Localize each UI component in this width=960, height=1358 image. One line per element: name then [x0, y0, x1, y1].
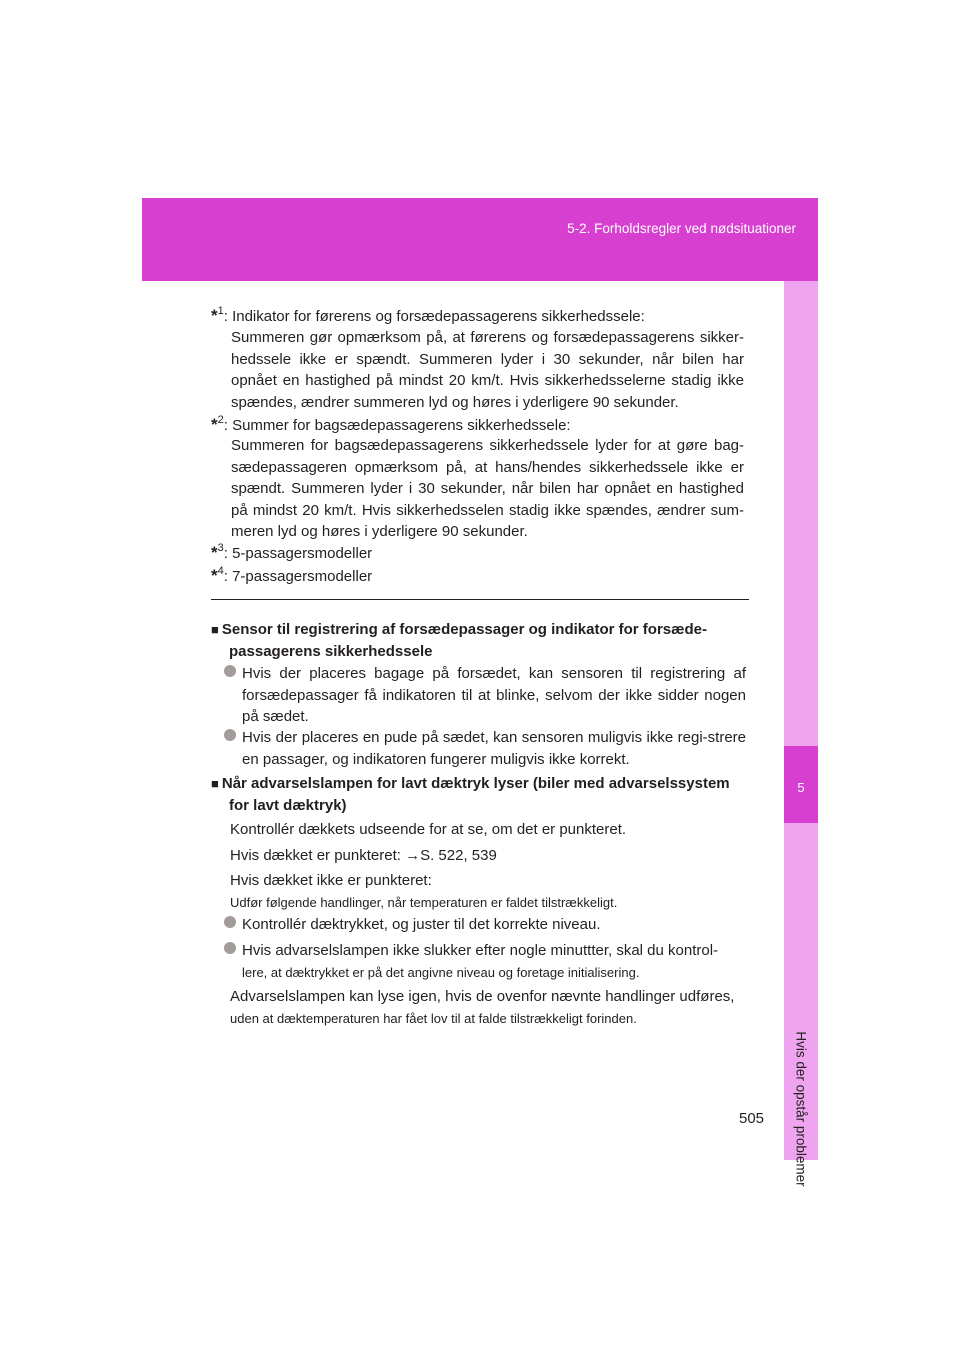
footnote-number: 1	[217, 305, 224, 317]
section-1-title-line-2: passagerens sikkerhedssele	[229, 642, 433, 660]
chapter-label: Hvis der opstår problemer	[793, 1031, 809, 1187]
bullet-text: Kontrollér dæktrykket, og juster til det korrekte niveau.	[242, 916, 601, 933]
footnote-number: 4	[217, 565, 224, 577]
footnote-number: 2	[217, 414, 224, 426]
footnote-star: *	[211, 306, 218, 325]
bullet-dot-icon	[224, 729, 236, 741]
section-2-title-line-2: for lavt dæktryk)	[229, 796, 347, 814]
section-2-title-line-1: Når advarselslampen for lavt dæktryk lyser (biler med advarselssystem	[221, 775, 730, 792]
bullet-text	[242, 940, 746, 983]
section-2-paragraph-2: Hvis dækket er punkteret: →S. 522, 539	[230, 847, 497, 864]
footnote-1-body: Summeren gør opmærksom på, at førerens og forsædepassagerens sikker-hedssele ikke er spændt. Summeren lyder i 30 sekunder, når bilen har opnået en hastighed på mindst 20 km/t. Hvis sikkerhedsselerne stadig ikke spændes, ændrer summeren lyd og høres i yderligere 90 sekunder.	[231, 329, 744, 411]
footnote-star: *	[211, 566, 218, 585]
square-bullet-icon: ■	[211, 776, 219, 791]
section-divider	[211, 599, 749, 600]
footnote-star: *	[211, 543, 218, 562]
footnote-title: : 7-passagersmodeller	[223, 568, 373, 585]
section-2-bullet-2	[224, 940, 746, 983]
bullet-2-line-1: Hvis advarselslampen ikke slukker efter nogle minuttter, skal du kontrol-	[242, 942, 719, 959]
section-2-paragraph-4	[230, 986, 746, 1029]
section-2-paragraph-1: Kontrollér dækkets udseende for at se, om det er punkteret.	[230, 821, 627, 838]
section-2-paragraph-3	[230, 870, 746, 913]
section-2-title	[211, 773, 746, 816]
section-1-bullet-1	[224, 663, 746, 728]
bullet-text: Hvis der placeres bagage på forsædet, kan sensoren til registrering af forsædepassager få indikatoren til at blinke, selvom der ikke sidder nogen på sædet.	[242, 665, 746, 725]
footnote-2-body: Summeren for bagsædepassagerens sikkerhedssele lyder for at gøre bag-sædepassageren opmærksom på, at hans/hendes sikkerhedssele ikke er spændt. Summeren lyder i 30 sekunder, når bilen har opnået en hastighed på mindst 20 km/t. Hvis sikkerhedsselen stadig ikke spændes, ændrer sum-meren lyd og høres i yderligere 90 sekunder.	[231, 437, 744, 540]
paragraph-3-line-1: Hvis dækket ikke er punkteret:	[230, 872, 432, 889]
bullet-dot-icon	[224, 665, 236, 677]
section-1-title-line-1: Sensor til registrering af forsædepassager og indikator for forsæde-	[221, 621, 707, 638]
section-title: 5-2. Forholdsregler ved nødsituationer	[567, 221, 796, 236]
paragraph-3-line-2: Udfør følgende handlinger, når temperaturen er faldet tilstrækkeligt.	[230, 894, 618, 910]
bullet-text: Hvis der placeres en pude på sædet, kan sensoren muligvis ikke regi-strere en passager, og indikatoren fungerer muligvis ikke korrekt.	[242, 729, 746, 768]
bullet-2-line-2: lere, at dæktrykket er på det angivne niveau og foretage initialisering.	[242, 964, 640, 980]
footnote-star: *	[211, 415, 218, 434]
footnote-4-heading	[211, 561, 372, 587]
chapter-side-tab	[784, 281, 818, 1187]
footnote-title: : Indikator for førerens og forsædepassagerens sikkerhedssele:	[223, 308, 645, 325]
section-1-title	[211, 619, 746, 662]
footnote-title: : Summer for bagsædepassagerens sikkerhedssele:	[223, 417, 571, 434]
footnote-1-heading	[211, 301, 645, 327]
square-bullet-icon: ■	[211, 622, 219, 637]
footnote-title: : 5-passagersmodeller	[223, 545, 373, 562]
chapter-header-band	[142, 198, 818, 281]
footnote-2-heading	[211, 410, 571, 436]
bullet-dot-icon	[224, 942, 236, 954]
paragraph-4-line-1: Advarselslampen kan lyse igen, hvis de ovenfor nævnte handlinger udføres,	[230, 988, 735, 1005]
paragraph-4-line-2: uden at dæktemperaturen har fået lov til at falde tilstrækkeligt forinden.	[230, 1010, 637, 1026]
section-2-bullet-1	[224, 914, 746, 936]
chapter-number: 5	[797, 780, 805, 795]
bullet-dot-icon	[224, 916, 236, 928]
footnote-number: 3	[217, 542, 224, 554]
page-number: 505	[739, 1110, 765, 1127]
section-1-bullet-2	[224, 727, 746, 770]
